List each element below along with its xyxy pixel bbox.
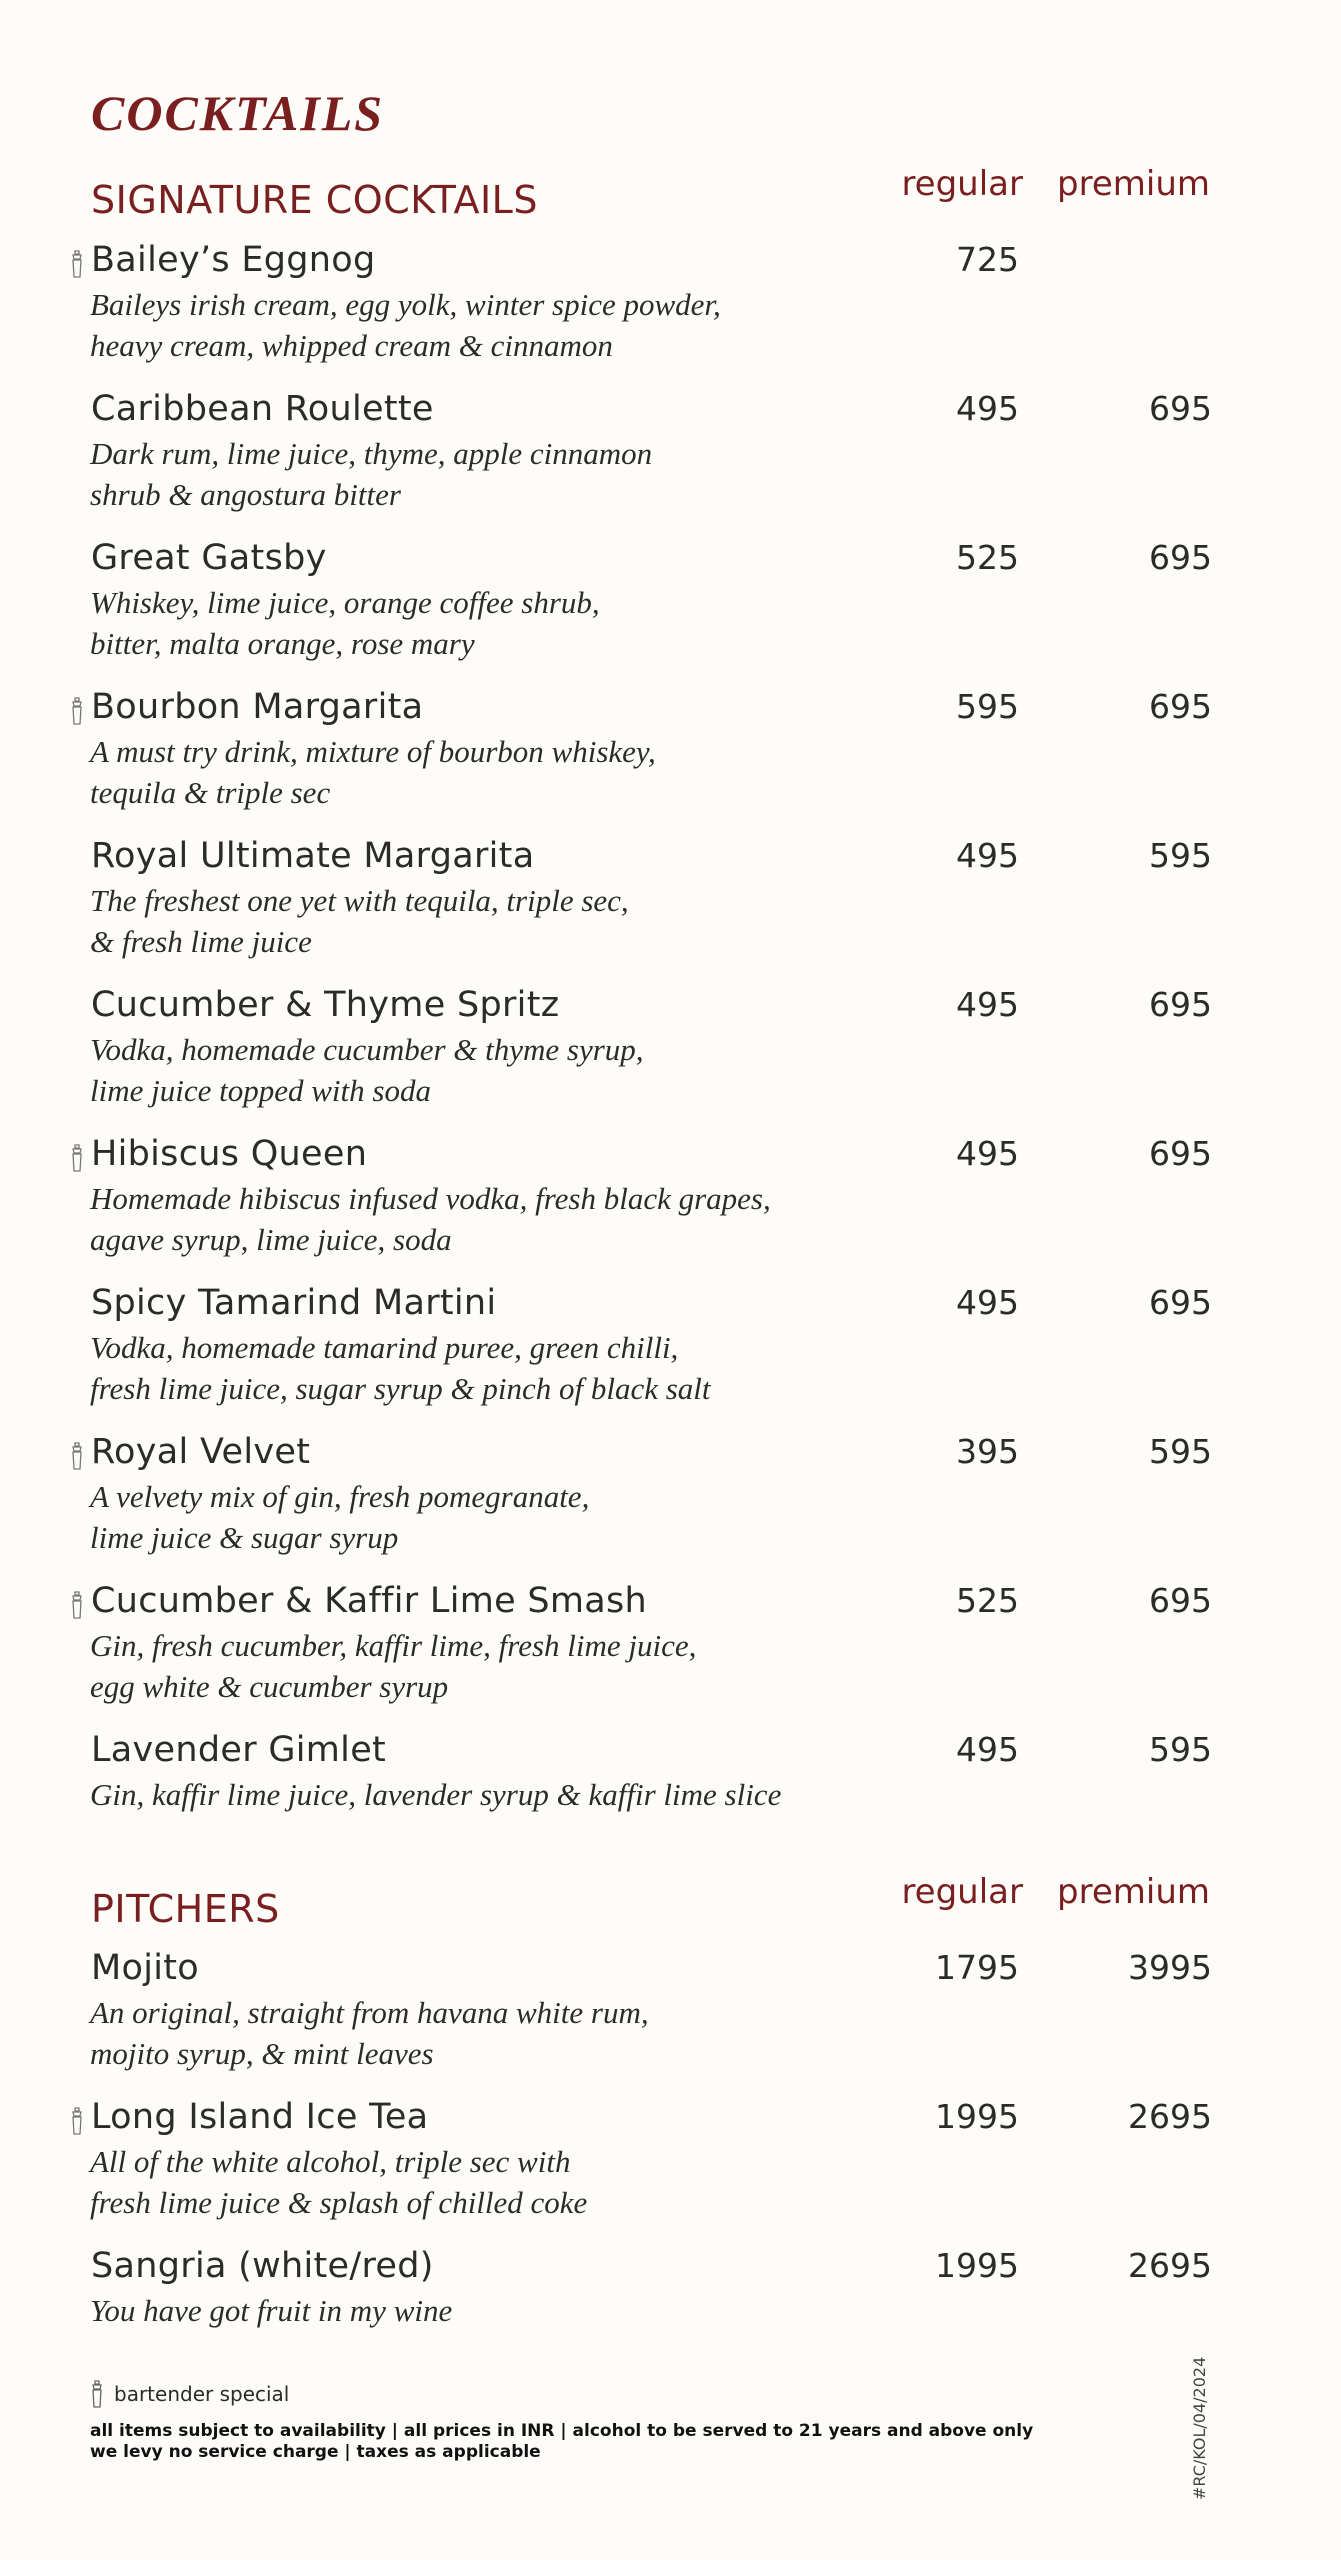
cocktail-shaker-icon: [70, 1144, 84, 1172]
price-regular: 395: [956, 1432, 1019, 1471]
menu-item-hibiscus-queen: [0, 1134, 1341, 1274]
item-description: [90, 1774, 910, 1815]
item-description: [90, 731, 910, 813]
item-description-line: lime juice & sugar syrup: [90, 1520, 399, 1555]
menu-item-long-island-ice-tea: [0, 2097, 1341, 2237]
menu-item-cucumber-thyme-spritz: [0, 985, 1341, 1125]
item-description: [90, 433, 910, 515]
legend-label: bartender special: [114, 2382, 290, 2406]
item-description-line: You have got fruit in my wine: [90, 2293, 453, 2328]
item-description: [90, 1178, 910, 1260]
column-header-regular: regular: [901, 164, 1023, 204]
item-description: [90, 2141, 910, 2223]
item-name: Mojito: [91, 1948, 199, 1988]
price-premium: 695: [1149, 1581, 1212, 1620]
item-name: Long Island Ice Tea: [91, 2097, 429, 2137]
item-description-line: bitter, malta orange, rose mary: [90, 626, 475, 661]
cocktail-shaker-icon: [70, 2107, 84, 2135]
item-description-line: All of the white alcohol, triple sec with: [90, 2144, 571, 2179]
item-name: Royal Velvet: [91, 1432, 311, 1472]
item-name: Spicy Tamarind Martini: [91, 1283, 497, 1323]
menu-code: #RC/KOL/04/2024: [1190, 2356, 1209, 2500]
menu-item-spicy-tamarind-martini: [0, 1283, 1341, 1423]
item-name: Sangria (white/red): [91, 2246, 434, 2286]
item-description-line: An original, straight from havana white rum,: [90, 1995, 649, 2030]
cocktail-shaker-icon: [70, 1591, 84, 1619]
item-description: [90, 880, 910, 962]
menu-item-sangria-white-red: [0, 2246, 1341, 2386]
price-regular: 525: [956, 1581, 1019, 1620]
item-name: Royal Ultimate Margarita: [91, 836, 535, 876]
menu-item-cucumber-kaffir-lime-smash: [0, 1581, 1341, 1721]
section-title-pitchers: PITCHERS: [91, 1887, 280, 1931]
price-regular: 495: [956, 1134, 1019, 1173]
item-description: [90, 1029, 910, 1111]
menu-item-caribbean-roulette: [0, 389, 1341, 529]
menu-item-great-gatsby: [0, 538, 1341, 678]
price-premium: 595: [1149, 836, 1212, 875]
item-description-line: tequila & triple sec: [90, 775, 331, 810]
price-premium: 695: [1149, 538, 1212, 577]
price-regular: 1795: [935, 1948, 1019, 1987]
item-description: [90, 1625, 910, 1707]
cocktail-shaker-icon: [70, 1442, 84, 1470]
item-description-line: The freshest one yet with tequila, triple sec,: [90, 883, 629, 918]
item-description-line: Gin, fresh cucumber, kaffir lime, fresh lime juice,: [90, 1628, 697, 1663]
item-description-line: fresh lime juice, sugar syrup & pinch of black salt: [90, 1371, 711, 1406]
price-premium: 595: [1149, 1432, 1212, 1471]
item-description-line: Gin, kaffir lime juice, lavender syrup & kaffir lime slice: [90, 1777, 782, 1812]
item-description-line: Homemade hibiscus infused vodka, fresh black grapes,: [90, 1181, 771, 1216]
section-title-signature-cocktails: SIGNATURE COCKTAILS: [91, 178, 538, 222]
price-regular: 495: [956, 1730, 1019, 1769]
item-description-line: shrub & angostura bitter: [90, 477, 401, 512]
menu-item-mojito: [0, 1948, 1341, 2088]
price-premium: 3995: [1128, 1948, 1212, 1987]
price-regular: 525: [956, 538, 1019, 577]
price-regular: 495: [956, 836, 1019, 875]
item-name: Cucumber & Thyme Spritz: [91, 985, 560, 1025]
price-premium: 695: [1149, 1283, 1212, 1322]
item-description-line: lime juice topped with soda: [90, 1073, 431, 1108]
item-description-line: Whiskey, lime juice, orange coffee shrub,: [90, 585, 600, 620]
menu-item-lavender-gimlet: [0, 1730, 1341, 1870]
column-header-premium: premium: [1057, 1872, 1210, 1912]
item-description: [90, 1476, 910, 1558]
item-description-line: & fresh lime juice: [90, 924, 312, 959]
price-regular: 725: [956, 240, 1019, 279]
item-description: [90, 1992, 910, 2074]
price-premium: 695: [1149, 687, 1212, 726]
item-description: [90, 582, 910, 664]
cocktail-shaker-icon: [90, 2380, 104, 2408]
footer-line-1: all items subject to availability | all prices in INR | alcohol to be served to 21 years and above only: [90, 2421, 1034, 2441]
price-regular: 1995: [935, 2097, 1019, 2136]
price-premium: 595: [1149, 1730, 1212, 1769]
item-name: Hibiscus Queen: [91, 1134, 368, 1174]
item-description-line: mojito syrup, & mint leaves: [90, 2036, 434, 2071]
price-regular: 495: [956, 985, 1019, 1024]
item-description-line: fresh lime juice & splash of chilled coke: [90, 2185, 588, 2220]
item-description-line: A velvety mix of gin, fresh pomegranate,: [90, 1479, 590, 1514]
price-premium: 695: [1149, 389, 1212, 428]
item-description: [90, 284, 910, 366]
menu-item-royal-velvet: [0, 1432, 1341, 1572]
cocktail-shaker-icon: [70, 697, 84, 725]
item-description-line: Vodka, homemade tamarind puree, green chilli,: [90, 1330, 679, 1365]
page-title: COCKTAILS: [91, 85, 385, 141]
item-name: Bailey’s Eggnog: [91, 240, 376, 280]
item-description-line: A must try drink, mixture of bourbon whiskey,: [90, 734, 656, 769]
item-name: Great Gatsby: [91, 538, 327, 578]
item-description-line: Baileys irish cream, egg yolk, winter spice powder,: [90, 287, 721, 322]
item-description-line: egg white & cucumber syrup: [90, 1669, 449, 1704]
price-regular: 495: [956, 1283, 1019, 1322]
footer-line-2: we levy no service charge | taxes as applicable: [90, 2442, 541, 2462]
item-description-line: Vodka, homemade cucumber & thyme syrup,: [90, 1032, 644, 1067]
item-name: Caribbean Roulette: [91, 389, 434, 429]
price-regular: 595: [956, 687, 1019, 726]
menu-item-bourbon-margarita: [0, 687, 1341, 827]
item-description: [90, 1327, 910, 1409]
price-premium: 2695: [1128, 2246, 1212, 2285]
price-regular: 1995: [935, 2246, 1019, 2285]
column-header-premium: premium: [1057, 164, 1210, 204]
item-description-line: agave syrup, lime juice, soda: [90, 1222, 452, 1257]
item-name: Lavender Gimlet: [91, 1730, 387, 1770]
item-description-line: heavy cream, whipped cream & cinnamon: [90, 328, 613, 363]
item-description-line: Dark rum, lime juice, thyme, apple cinnamon: [90, 436, 653, 471]
cocktail-shaker-icon: [70, 250, 84, 278]
price-regular: 495: [956, 389, 1019, 428]
menu-item-bailey-s-eggnog: [0, 240, 1341, 380]
item-name: Bourbon Margarita: [91, 687, 424, 727]
price-premium: 695: [1149, 1134, 1212, 1173]
price-premium: 695: [1149, 985, 1212, 1024]
menu-item-royal-ultimate-margarita: [0, 836, 1341, 976]
column-header-regular: regular: [901, 1872, 1023, 1912]
price-premium: 2695: [1128, 2097, 1212, 2136]
item-name: Cucumber & Kaffir Lime Smash: [91, 1581, 648, 1621]
item-description: [90, 2290, 910, 2331]
